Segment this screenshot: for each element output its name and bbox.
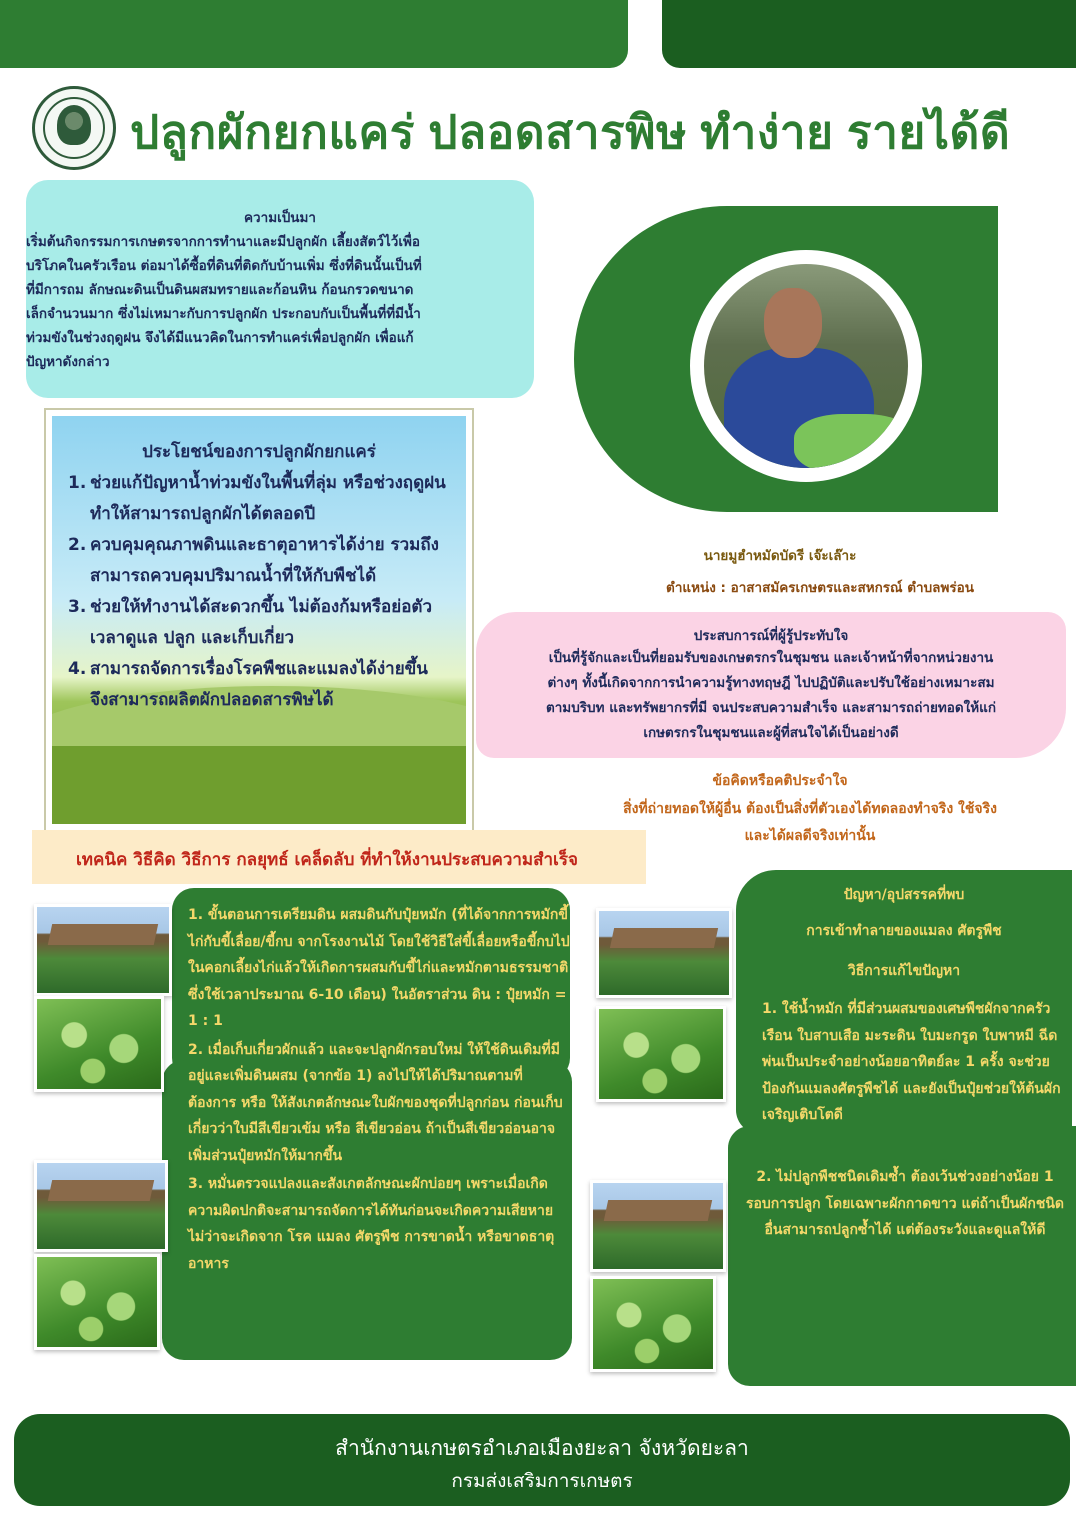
benefits-landscape-background	[52, 416, 466, 824]
benefit-item	[68, 530, 452, 592]
vegetable-bed-photo	[596, 1006, 726, 1102]
background-text	[26, 228, 534, 374]
field-shape	[52, 746, 466, 824]
benefit-number: 1.	[68, 473, 87, 493]
background-line: ท่วมขังในช่วงฤดูฝน จึงได้มีแนวคิดในการทำแคร่เพื่อปลูกผัก เพื่อแก้	[26, 330, 414, 346]
emblem-center	[57, 105, 91, 145]
benefit-text: ช่วยให้ทำงานได้สะดวกขึ้น ไม่ต้องก้มหรือย่อตัวเวลาดูแล ปลูก และเก็บเกี่ยว	[90, 597, 433, 648]
solutions-heading: วิธีการแก้ไขปัญหา	[847, 963, 961, 979]
footer	[14, 1414, 1070, 1506]
experience-text	[486, 646, 1056, 746]
farmer-portrait-photo	[704, 264, 908, 468]
benefit-number: 3.	[68, 597, 87, 617]
technique-step: 3. หมั่นตรวจแปลงและสังเกตลักษณะผักบ่อยๆ เพราะเมื่อเกิดความผิดปกติจะสามารถจัดการได้ทันก่อนจะเกิดความเสียหาย ไม่ว่าจะเกิดจาก โรค แมลง ศัตรูพืช การขาดน้ำ หรือขาดธาตุอาหาร	[188, 1176, 555, 1272]
top-bar-left	[0, 0, 628, 68]
benefit-item	[68, 654, 452, 716]
techniques-heading: เทคนิค วิธีคิด วิธีการ กลยุทธ์ เคล็ดลับ ที่ทำให้งานประสบความสำเร็จ	[76, 850, 578, 870]
motto-heading: ข้อคิดหรือคติประจำใจ	[712, 773, 848, 789]
motto-line: และได้ผลดีจริงเท่านั้น	[744, 828, 876, 844]
footer-department: กรมส่งเสริมการเกษตร	[451, 1470, 633, 1492]
benefits-section	[44, 408, 474, 832]
benefit-text: ช่วยแก้ปัญหาน้ำท่วมขังในพื้นที่ลุ่ม หรือช่วงฤดูฝน ทำให้สามารถปลูกผักได้ตลอดปี	[90, 473, 446, 524]
page-title: ปลูกผักยกแคร่ ปลอดสารพิษ ทำง่าย รายได้ดี	[130, 106, 1011, 158]
background-heading: ความเป็นมา	[244, 210, 316, 226]
background-line: เริ่มต้นกิจกรรมการเกษตรจากการทำนาและมีปลูกผัก เลี้ยงสัตว์ไว้เพื่อ	[26, 234, 420, 250]
greenhouse-roof	[48, 1180, 155, 1201]
top-bar-right	[662, 0, 1076, 68]
greenhouse-photo	[34, 1160, 168, 1252]
experience-line: เกษตรกรในชุมชนและผู้ที่สนใจได้เป็นอย่างดี	[643, 725, 899, 741]
greenhouse-roof	[604, 1200, 712, 1221]
experience-heading: ประสบการณ์ที่ผู้รู้ประทับใจ	[693, 628, 849, 644]
greenhouse-photo	[590, 1180, 726, 1272]
greenhouse-roof	[48, 924, 158, 945]
motto-line: สิ่งที่ถ่ายทอดให้ผู้อื่น ต้องเป็นสิ่งที่ตัวเองได้ทดลองทำจริง ใช้จริง	[623, 801, 997, 817]
solution-item: 2. ไม่ปลูกพืชชนิดเดิมซ้ำ ต้องเว้นช่วงอย่างน้อย 1 รอบการปลูก โดยเฉพาะผักกาดขาว แต่ถ้าเป็นผักชนิดอื่นสามารถปลูกซ้ำได้ แต่ต้องระวังและดูแลให้ดี	[745, 1169, 1065, 1238]
greenhouse-photo	[596, 908, 732, 998]
problem-item: การเข้าทำลายของแมลง ศัตรูพืช	[806, 923, 1002, 939]
benefit-text: สามารถจัดการเรื่องโรคพืชและแมลงได้ง่ายขึ้น จึงสามารถผลิตผักปลอดสารพิษได้	[90, 659, 428, 710]
experience-line: ตามบริบท และทรัพยากรที่มี จนประสบความสำเร็จ และสามารถถ่ายทอดให้แก่	[545, 700, 997, 716]
benefit-item	[68, 468, 452, 530]
techniques-steps	[188, 902, 570, 1279]
department-emblem-icon	[32, 86, 116, 170]
technique-step: 2. เมื่อเก็บเกี่ยวผักแล้ว และจะปลูกผักรอบใหม่ ให้ใช้ดินเดิมที่มีอยู่และเพิ่มดินผสม (จากข้อ 1) ลงไปให้ได้ปริมาณตามที่ต้องการ หรือ ให้สังเกตลักษณะใบผักของชุดที่ปลูกก่อน ก่อนเก็บเกี่ยวว่าใบมีสีเขียวเข้ม หรือ สีเขียวอ่อน ถ้าเป็นสีเขียวอ่อนอาจเพิ่มส่วนปุ๋ยหมักให้มากขึ้น	[188, 1041, 563, 1164]
background-section	[26, 180, 534, 398]
greenhouse-photo	[34, 904, 172, 996]
solution-item: 1. ใช้น้ำหมัก ที่มีส่วนผสมของเศษพืชผักจากครัวเรือน ใบสาบเสือ มะระดิน ใบมะกรูด ใบพาหมี ฉีดพ่นเป็นประจำอย่างน้อยอาทิตย์ละ 1 ครั้ง จะช่วยป้องกันแมลงศัตรูพืชได้ และยังเป็นปุ๋ยช่วยให้ต้นผักเจริญเติบโตดี	[762, 1001, 1061, 1123]
experience-line: ต่างๆ ทั้งนี้เกิดจากการนำความรู้ทางทฤษฎี ไปปฏิบัติและปรับใช้อย่างเหมาะสม	[547, 675, 995, 691]
technique-step: 1. ขั้นตอนการเตรียมดิน ผสมดินกับปุ๋ยหมัก (ที่ได้จากการหมักขี้ไก่กับขี้เลื่อย/ขี้กบ จากโรงงานไม้ โดยใช้วิธีใส่ขี้เลื่อยหรือขี้กบไปในคอกเลี้ยงไก่แล้วให้เกิดการผสมกับขี้ไก่และหมักตามธรรมชาติ ซึ่งใช้เวลาประมาณ 6-10 เดือน) ในอัตราส่วน ดิน : ปุ๋ยหมัก = 1 : 1	[188, 907, 570, 1029]
vegetable-bed-photo	[590, 1276, 716, 1372]
portrait-face	[764, 288, 822, 358]
vegetable-bed-photo	[34, 1254, 160, 1350]
person-name: นายมูฮำหมัดบัดรี เจ๊ะเล๊าะ	[703, 548, 857, 564]
experience-line: เป็นที่รู้จักและเป็นที่ยอมรับของเกษตรกรในชุมชน และเจ้าหน้าที่จากหน่วยงาน	[548, 650, 994, 666]
person-position: ตำแหน่ง : อาสาสมัครเกษตรและสหกรณ์ ตำบลพร่อน	[666, 580, 974, 596]
benefits-list	[68, 468, 452, 716]
benefit-number: 2.	[68, 535, 87, 555]
vegetable-bed-photo	[34, 996, 164, 1092]
benefit-item	[68, 592, 452, 654]
techniques-banner	[32, 830, 646, 884]
background-line: ปัญหาดังกล่าว	[26, 354, 110, 370]
experience-section	[476, 612, 1066, 758]
background-line: ที่มีการถม ลักษณะดินเป็นดินผสมทรายและก้อนหิน ก้อนกรวดขนาด	[26, 282, 414, 298]
problems-heading: ปัญหา/อุปสรรคที่พบ	[843, 887, 965, 903]
benefit-number: 4.	[68, 659, 87, 679]
footer-office: สำนักงานเกษตรอำเภอเมืองยะลา จังหวัดยะลา	[335, 1436, 749, 1460]
background-line: เล็กจำนวนมาก ซึ่งไม่เหมาะกับการปลูกผัก ประกอบกับเป็นพื้นที่ที่มีน้ำ	[26, 306, 421, 322]
benefit-text: ควบคุมคุณภาพดินและธาตุอาหารได้ง่าย รวมถึงสามารถควบคุมปริมาณน้ำที่ให้กับพืชได้	[90, 535, 439, 586]
portrait-plants	[794, 414, 908, 468]
greenhouse-roof	[610, 928, 718, 948]
background-line: บริโภคในครัวเรือน ต่อมาได้ซื้อที่ดินที่ติดกับบ้านเพิ่ม ซึ่งที่ดินนั้นเป็นที่	[26, 258, 422, 274]
benefits-heading: ประโยชน์ของการปลูกผักยกแคร่	[142, 442, 376, 462]
